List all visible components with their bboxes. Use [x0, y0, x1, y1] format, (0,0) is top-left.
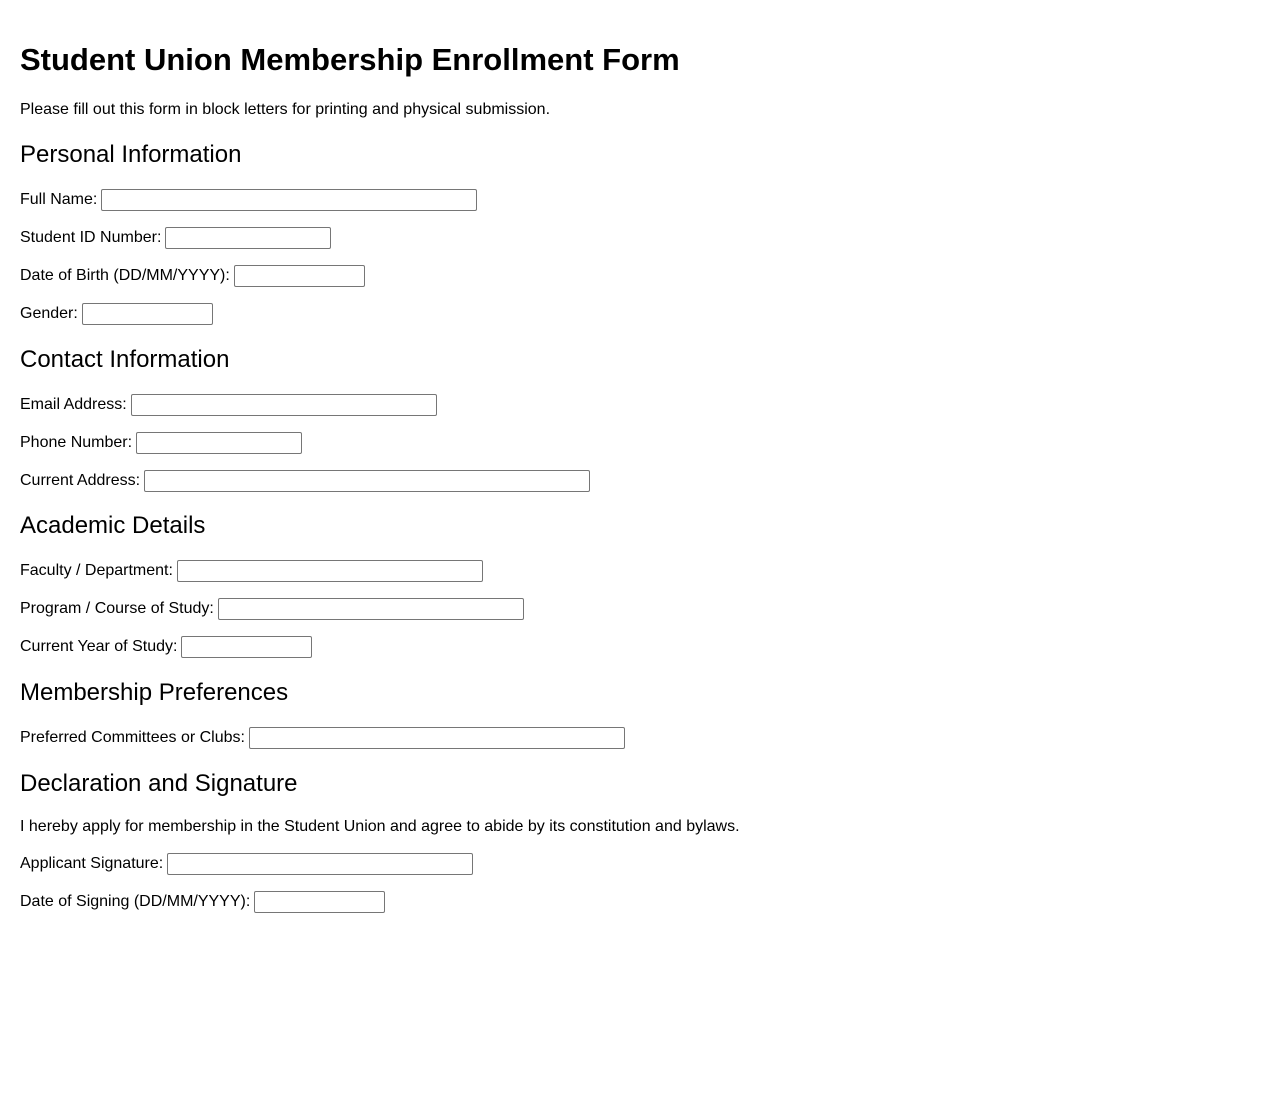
form-instructions: Please fill out this form in block letters for printing and physical submission. [20, 101, 551, 118]
gender-label: Gender: [20, 305, 78, 322]
date-of-signing-row [20, 891, 385, 913]
page-title: Student Union Membership Enrollment Form [20, 42, 680, 77]
student-id-row [20, 227, 331, 249]
signature-row [20, 853, 473, 875]
full-name-input[interactable] [101, 189, 477, 211]
faculty-input[interactable] [177, 560, 483, 582]
signature-label: Applicant Signature: [20, 855, 164, 872]
section-heading-academic: Academic Details [20, 512, 206, 539]
full-name-label: Full Name: [20, 191, 98, 208]
date-of-signing-input[interactable] [254, 891, 385, 913]
phone-row [20, 432, 302, 454]
phone-input[interactable] [136, 432, 302, 454]
date-of-birth-label: Date of Birth (DD/MM/YYYY): [20, 267, 230, 284]
year-of-study-row [20, 636, 312, 658]
program-input[interactable] [218, 598, 524, 620]
signature-input[interactable] [167, 853, 473, 875]
year-of-study-input[interactable] [181, 636, 312, 658]
faculty-row [20, 560, 483, 582]
date-of-signing-label: Date of Signing (DD/MM/YYYY): [20, 893, 251, 910]
committees-row [20, 727, 625, 749]
gender-input[interactable] [82, 303, 213, 325]
section-heading-personal: Personal Information [20, 141, 242, 168]
section-heading-contact: Contact Information [20, 346, 230, 373]
declaration-statement: I hereby apply for membership in the Student Union and agree to abide by its constitution and bylaws. [20, 818, 740, 835]
faculty-label: Faculty / Department: [20, 562, 173, 579]
phone-label: Phone Number: [20, 434, 133, 451]
year-of-study-label: Current Year of Study: [20, 638, 178, 655]
committees-input[interactable] [249, 727, 625, 749]
email-row [20, 394, 437, 416]
committees-label: Preferred Committees or Clubs: [20, 729, 245, 746]
address-row [20, 470, 590, 492]
gender-row [20, 303, 213, 325]
section-heading-declaration: Declaration and Signature [20, 770, 298, 797]
address-label: Current Address: [20, 472, 141, 489]
date-of-birth-input[interactable] [234, 265, 365, 287]
student-id-input[interactable] [165, 227, 331, 249]
student-id-label: Student ID Number: [20, 229, 162, 246]
email-label: Email Address: [20, 396, 127, 413]
program-label: Program / Course of Study: [20, 600, 214, 617]
date-of-birth-row [20, 265, 365, 287]
section-heading-membership: Membership Preferences [20, 679, 289, 706]
full-name-row [20, 189, 477, 211]
program-row [20, 598, 524, 620]
address-input[interactable] [144, 470, 590, 492]
email-input[interactable] [131, 394, 437, 416]
